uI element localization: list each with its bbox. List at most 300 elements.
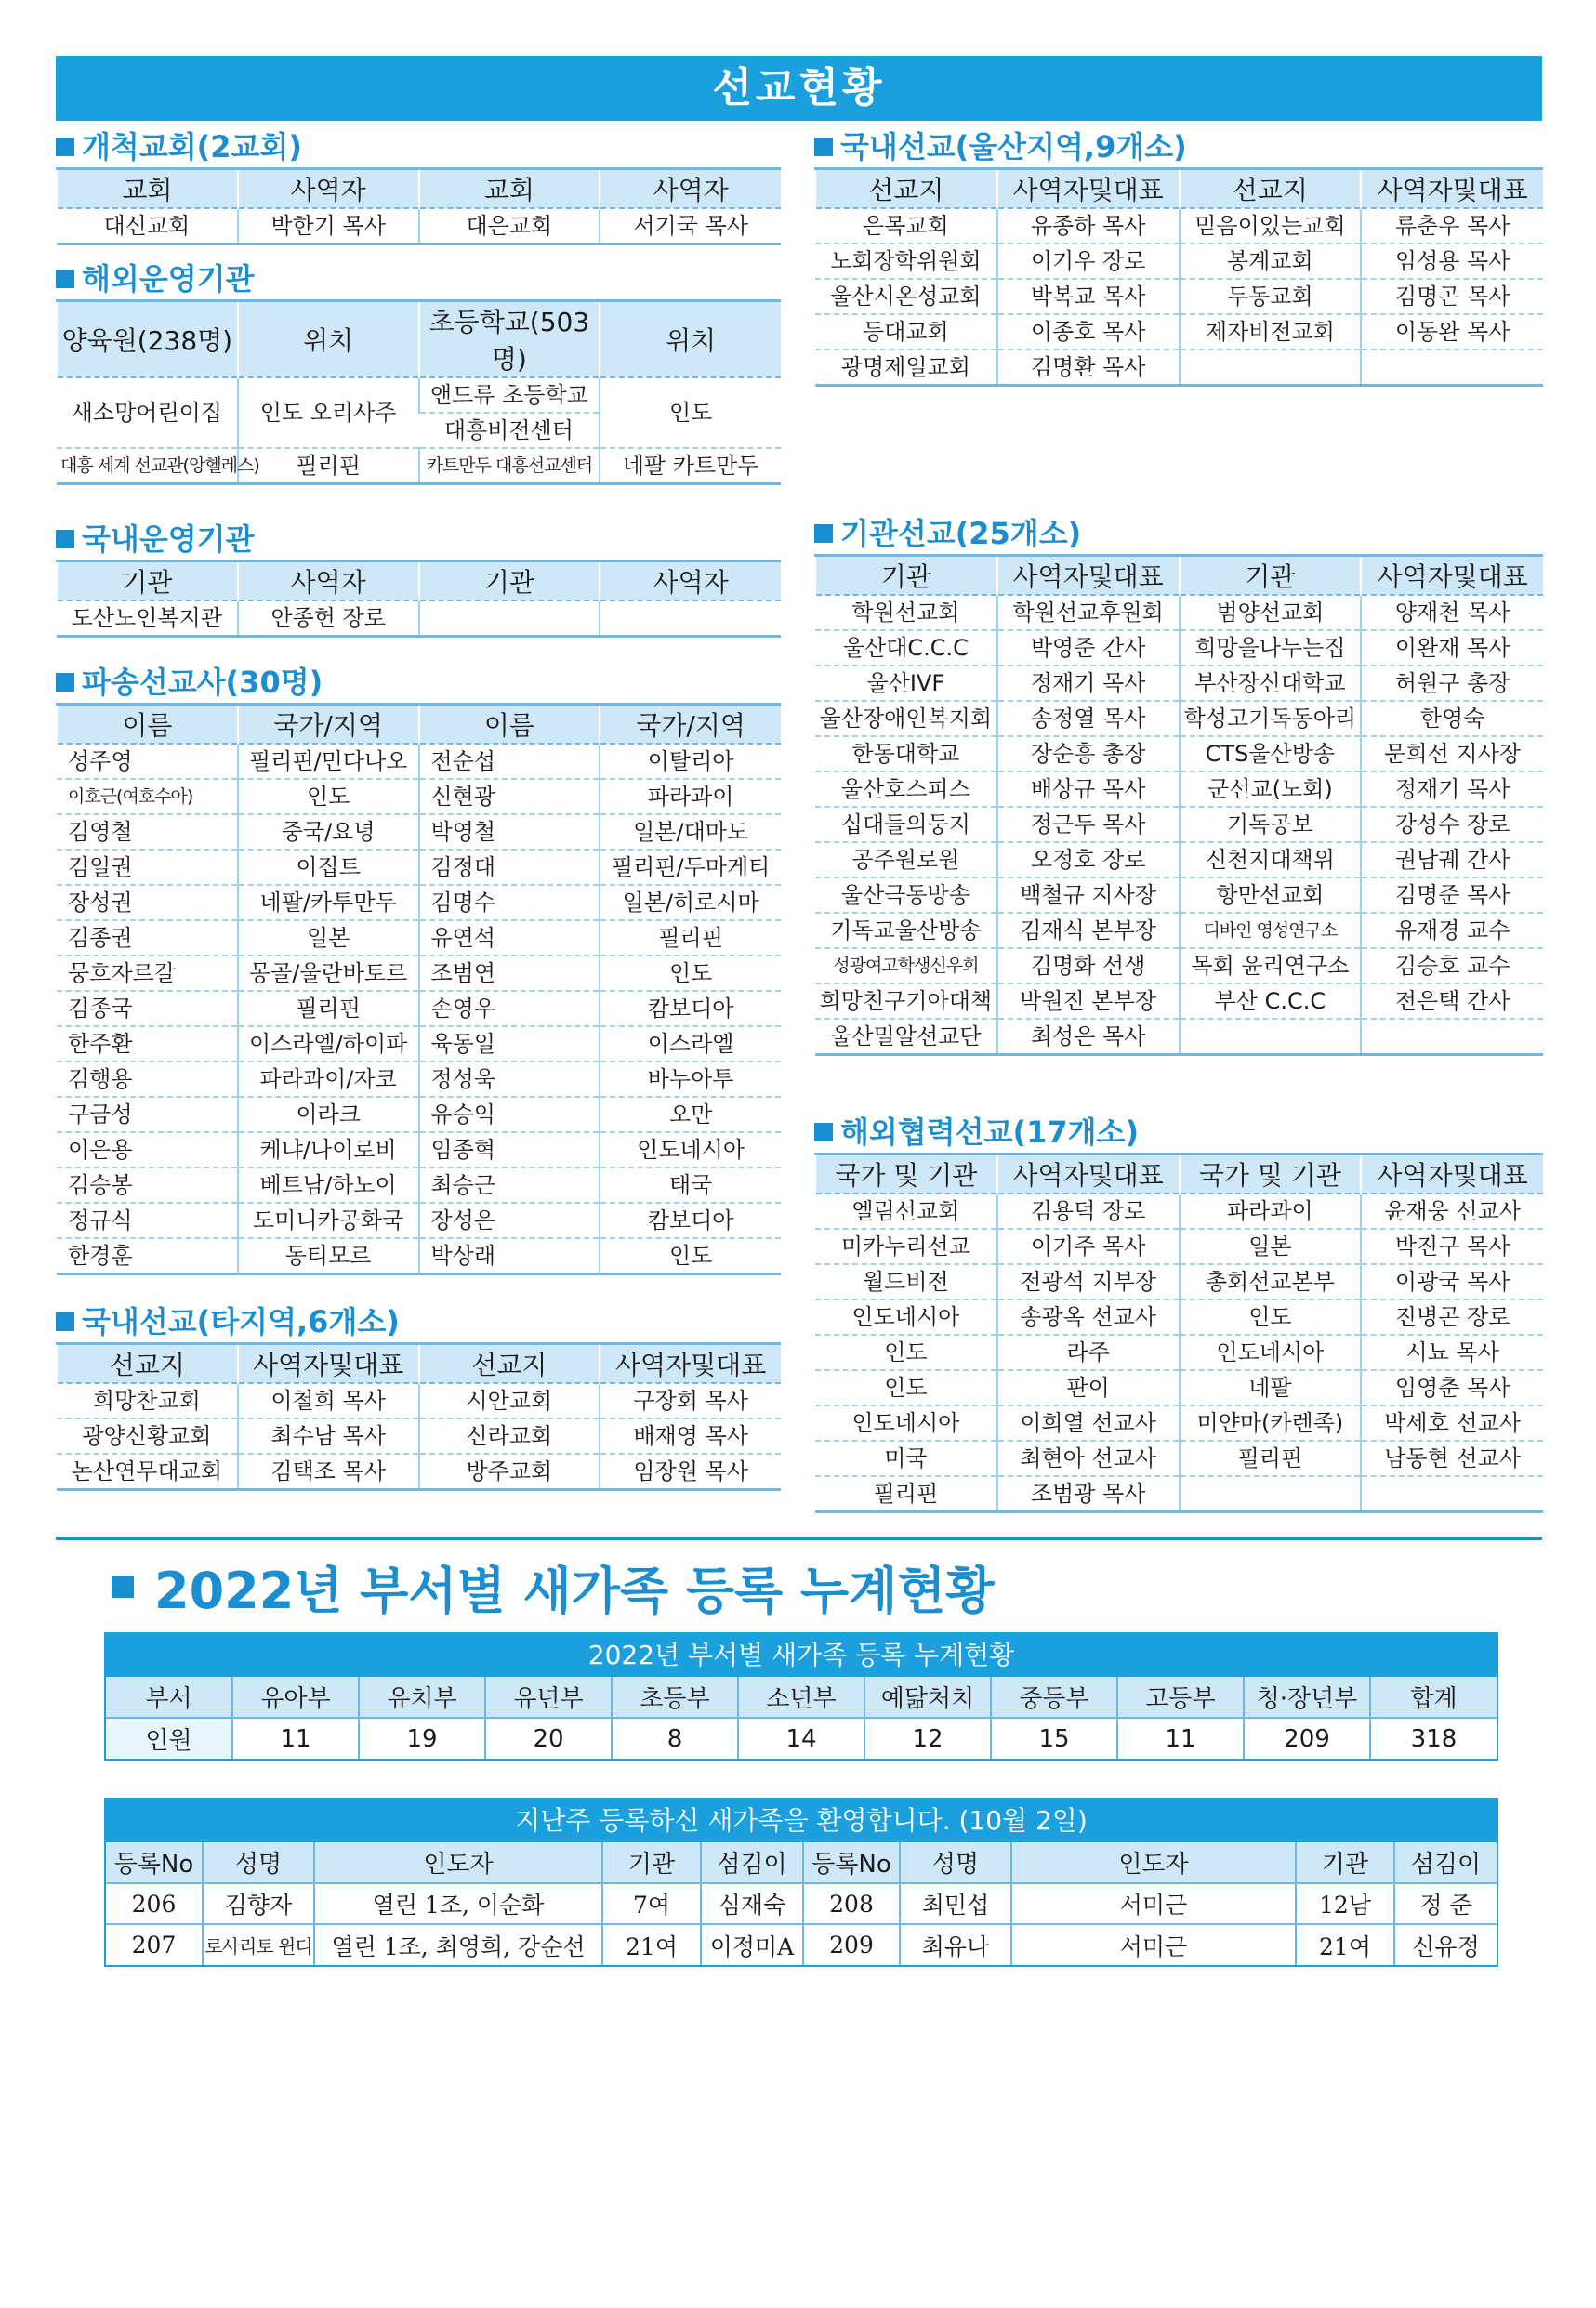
table-cell: 신라교회 [419, 1418, 600, 1454]
table-cell: 대흥비전센터 [419, 413, 600, 448]
table-row [57, 1026, 781, 1062]
table-cell: 임성용 목사 [1361, 244, 1543, 279]
col-header: 사역자 [600, 169, 781, 209]
table-row [57, 779, 781, 814]
table-cell: 김종국 [57, 991, 238, 1026]
table-cell: 조범연 [419, 956, 600, 991]
table-cell: 209 [803, 1924, 900, 1965]
table-cell: 필리핀 [815, 1476, 997, 1512]
table-cell: 필리핀 [238, 991, 419, 1026]
table-cell: 이기주 목사 [997, 1229, 1180, 1264]
table-cell: 범양선교회 [1180, 595, 1362, 630]
table-cell: 도산노인복지관 [57, 600, 238, 637]
table-cell: 이호근(여호수아) [57, 779, 238, 814]
table-cell: 전은택 간사 [1361, 983, 1543, 1019]
col-header: 고등부 [1117, 1677, 1244, 1718]
col-header: 중등부 [991, 1677, 1117, 1718]
table-cell: 김명화 선생 [997, 948, 1180, 983]
table-cell: 21여 [1296, 1924, 1394, 1965]
table-row [57, 1203, 781, 1238]
table-cell: 미얀마(카렌족) [1180, 1405, 1362, 1441]
table-cell: 일본 [238, 920, 419, 956]
table-cell: 장순흥 총장 [997, 736, 1180, 772]
square-bullet-icon [56, 1312, 74, 1331]
table-cell: 김명곤 목사 [1361, 279, 1543, 314]
table-cell: 박영준 간사 [997, 630, 1180, 666]
table-cell: 부산장신대학교 [1180, 666, 1362, 701]
table-cell: 최수남 목사 [238, 1418, 419, 1454]
table-cell: 허원구 총장 [1361, 666, 1543, 701]
section-title-domestic-other: 국내선교(타지역,6개소) [56, 1301, 781, 1342]
table-cell: 이동완 목사 [1361, 314, 1543, 349]
table-cell: 류춘우 목사 [1361, 208, 1543, 244]
col-header: 국가/지역 [600, 705, 781, 745]
table-header-row [106, 1677, 1497, 1718]
table-cell: 손영우 [419, 991, 600, 1026]
table-cell: 시안교회 [419, 1383, 600, 1418]
table-cell: 광명제일교회 [815, 349, 997, 386]
col-header: 초등학교(503명) [419, 301, 600, 378]
table-cell: 한동대학교 [815, 736, 997, 772]
table-cell: 오정호 장로 [997, 842, 1180, 877]
col-header: 기관 [57, 561, 238, 601]
table-cell: 대흥 세계 선교관(앙헬레스) [57, 448, 238, 484]
table-cell: 케냐/나이로비 [238, 1132, 419, 1167]
count-cell: 20 [485, 1718, 612, 1759]
col-header: 섬김이 [701, 1842, 803, 1883]
table-cell: 이정미A [701, 1924, 803, 1965]
table-cell: 이스라엘/하이파 [238, 1026, 419, 1062]
col-header: 선교지 [815, 169, 997, 209]
table-cell: 일본 [1180, 1229, 1362, 1264]
table-cell: 임장원 목사 [600, 1454, 781, 1490]
table-cell: 신천지대책위 [1180, 842, 1362, 877]
table-cell [1180, 1019, 1362, 1055]
table-cell: 희망을나누는집 [1180, 630, 1362, 666]
count-cell: 318 [1370, 1718, 1497, 1759]
table-cell: 유승익 [419, 1097, 600, 1132]
table-cell: 박복교 목사 [997, 279, 1180, 314]
table-header-row [815, 556, 1543, 596]
table-cell: 전광석 지부장 [997, 1264, 1180, 1299]
table-cell: 네팔 [1180, 1370, 1362, 1405]
newcomer-welcome-title: 지난주 등록하신 새가족을 환영합니다. (10월 2일) [106, 1800, 1497, 1842]
col-header: 성명 [203, 1842, 314, 1883]
table-cell: 박진구 목사 [1361, 1229, 1543, 1264]
count-cell: 19 [359, 1718, 485, 1759]
table-cell: 항만선교회 [1180, 877, 1362, 913]
col-header: 국가 및 기관 [1180, 1154, 1362, 1194]
table-cell: 라주 [997, 1335, 1180, 1370]
table-cell: 7여 [602, 1883, 701, 1924]
table-cell: 열린 1조, 이순화 [314, 1883, 602, 1924]
table-row [815, 314, 1543, 349]
table-row [815, 983, 1543, 1019]
square-bullet-icon [56, 530, 74, 548]
table-cell: 이집트 [238, 850, 419, 885]
col-header: 부서 [106, 1677, 232, 1718]
table-cell: 학성고기독동아리 [1180, 701, 1362, 736]
table-header-row [57, 301, 781, 378]
table-row [815, 1194, 1543, 1229]
table-cell [1180, 1476, 1362, 1512]
table-cell: 총회선교본부 [1180, 1264, 1362, 1299]
table-cell: 울산장애인복지회 [815, 701, 997, 736]
table-row [57, 956, 781, 991]
col-header: 사역자 [238, 169, 419, 209]
table-cell: 조범광 목사 [997, 1476, 1180, 1512]
col-header: 등록No [106, 1842, 203, 1883]
missionaries-table [56, 703, 781, 1275]
table-row [815, 948, 1543, 983]
count-cell: 8 [612, 1718, 738, 1759]
section-title-domestic-ulsan: 국내선교(울산지역,9개소) [814, 126, 1543, 167]
domestic-ulsan-table [814, 167, 1543, 387]
table-cell: 울산극동방송 [815, 877, 997, 913]
pioneer-table [56, 167, 781, 245]
table-cell: 부산 C.C.C [1180, 983, 1362, 1019]
right-column [814, 126, 1543, 1513]
table-cell: 울산밀알선교단 [815, 1019, 997, 1055]
table-header-row [106, 1842, 1497, 1883]
table-cell: 울산대C.C.C [815, 630, 997, 666]
table-cell: 일본/히로시마 [600, 885, 781, 920]
col-header: 사역자 [600, 561, 781, 601]
col-header: 기관 [815, 556, 997, 596]
table-cell: 신유정 [1394, 1924, 1497, 1965]
table-cell: 유연석 [419, 920, 600, 956]
table-row [815, 701, 1543, 736]
table-cell: 문희선 지사장 [1361, 736, 1543, 772]
table-cell: 방주교회 [419, 1454, 600, 1490]
page-title: 선교현황 [56, 56, 1542, 121]
table-cell: 학원선교회 [815, 595, 997, 630]
table-cell: 육동일 [419, 1026, 600, 1062]
table-cell: 판이 [997, 1370, 1180, 1405]
table-cell: 김명환 목사 [997, 349, 1180, 386]
table-row [815, 1229, 1543, 1264]
table-cell [1180, 349, 1362, 386]
table-cell: CTS울산방송 [1180, 736, 1362, 772]
table-cell: 네팔/카투만두 [238, 885, 419, 920]
table-cell: 등대교회 [815, 314, 997, 349]
table-header-row [815, 1154, 1543, 1194]
table-row [57, 1132, 781, 1167]
table-cell: 배재영 목사 [600, 1418, 781, 1454]
col-header: 사역자및대표 [997, 169, 1180, 209]
table-cell: 캄보디아 [600, 1203, 781, 1238]
table-cell: 장성권 [57, 885, 238, 920]
table-row [815, 1405, 1543, 1441]
table-cell: 강성수 장로 [1361, 807, 1543, 842]
table-cell: 이철희 목사 [238, 1383, 419, 1418]
table-row [57, 920, 781, 956]
table-cell: 파라과이/자코 [238, 1062, 419, 1097]
table-row [57, 600, 781, 637]
table-cell: 21여 [602, 1924, 701, 1965]
table-cell: 이탈리아 [600, 744, 781, 779]
table-cell: 오만 [600, 1097, 781, 1132]
table-cell: 봉계교회 [1180, 244, 1362, 279]
table-cell: 전순섭 [419, 744, 600, 779]
col-header: 유아부 [232, 1677, 359, 1718]
table-cell: 성주영 [57, 744, 238, 779]
table-cell: 송정열 목사 [997, 701, 1180, 736]
section-title-institutions: 기관선교(25개소) [814, 513, 1543, 554]
newcomer-summary-box [104, 1632, 1498, 1761]
table-cell: 정규식 [57, 1203, 238, 1238]
table-cell: 제자비전교회 [1180, 314, 1362, 349]
table-cell: 파라과이 [600, 779, 781, 814]
table-cell: 바누아투 [600, 1062, 781, 1097]
table-cell: 정 준 [1394, 1883, 1497, 1924]
table-row [57, 1418, 781, 1454]
count-cell: 12 [864, 1718, 991, 1759]
col-header: 유치부 [359, 1677, 485, 1718]
table-cell: 백철규 지사장 [997, 877, 1180, 913]
table-row [815, 1335, 1543, 1370]
table-row [815, 877, 1543, 913]
col-header: 이름 [57, 705, 238, 745]
table-cell: 정근두 목사 [997, 807, 1180, 842]
domestic-org-table [56, 560, 781, 638]
table-cell: 김재식 본부장 [997, 913, 1180, 948]
table-row [57, 991, 781, 1026]
table-cell: 박한기 목사 [238, 208, 419, 244]
table-cell: 인도네시아 [600, 1132, 781, 1167]
domestic-other-table [56, 1342, 781, 1491]
square-bullet-icon [112, 1576, 134, 1598]
col-header: 기관 [1180, 556, 1362, 596]
col-header: 사역자및대표 [1361, 556, 1543, 596]
table-row [815, 913, 1543, 948]
table-cell: 필리핀 [1180, 1441, 1362, 1476]
table-cell: 노회장학위원회 [815, 244, 997, 279]
table-cell: 김택조 목사 [238, 1454, 419, 1490]
table-cell: 인도 [815, 1370, 997, 1405]
table-cell: 이종호 목사 [997, 314, 1180, 349]
institutions-table [814, 554, 1543, 1056]
table-cell: 206 [106, 1883, 203, 1924]
section-title-missionaries: 파송선교사(30명) [56, 662, 781, 703]
table-cell: 윤재웅 선교사 [1361, 1194, 1543, 1229]
table-row [815, 666, 1543, 701]
newcomer-welcome-table [106, 1842, 1497, 1965]
table-cell: 김명준 목사 [1361, 877, 1543, 913]
table-cell: 캄보디아 [600, 991, 781, 1026]
square-bullet-icon [814, 138, 833, 156]
table-cell: 네팔 카트만두 [600, 448, 781, 484]
table-cell: 김영철 [57, 814, 238, 850]
table-cell: 도미니카공화국 [238, 1203, 419, 1238]
col-header: 예닮처치 [864, 1677, 991, 1718]
col-header: 사역자 [238, 561, 419, 601]
table-cell: 목회 윤리연구소 [1180, 948, 1362, 983]
col-header: 기관 [602, 1842, 701, 1883]
col-header: 기관 [419, 561, 600, 601]
table-row [815, 1370, 1543, 1405]
table-cell: 서기국 목사 [600, 208, 781, 244]
col-header: 등록No [803, 1842, 900, 1883]
table-cell: 월드비전 [815, 1264, 997, 1299]
table-cell: 대신교회 [57, 208, 238, 244]
table-cell: 최민섭 [900, 1883, 1011, 1924]
table-cell: 이라크 [238, 1097, 419, 1132]
table-cell: 한영숙 [1361, 701, 1543, 736]
table-cell: 일본/대마도 [600, 814, 781, 850]
square-bullet-icon [56, 138, 74, 156]
table-row [815, 1019, 1543, 1055]
table-cell: 태국 [600, 1167, 781, 1203]
table-cell: 십대들의둥지 [815, 807, 997, 842]
col-header: 이름 [419, 705, 600, 745]
table-row [57, 744, 781, 779]
table-cell: 두동교회 [1180, 279, 1362, 314]
table-cell: 208 [803, 1883, 900, 1924]
table-cell: 인도 [238, 779, 419, 814]
col-header: 선교지 [419, 1344, 600, 1384]
table-cell: 최현아 선교사 [997, 1441, 1180, 1476]
table-header-row [57, 169, 781, 209]
section-title-overseas-org: 해외운영기관 [56, 258, 781, 299]
divider [56, 1537, 1542, 1540]
table-cell: 구금성 [57, 1097, 238, 1132]
col-header: 사역자및대표 [1361, 1154, 1543, 1194]
table-cell: 기독교울산방송 [815, 913, 997, 948]
col-header: 사역자및대표 [1361, 169, 1543, 209]
table-row [57, 208, 781, 244]
table-row [815, 772, 1543, 807]
table-cell [419, 600, 600, 637]
table-row [815, 244, 1543, 279]
newcomer-welcome-box [104, 1798, 1498, 1967]
table-row [815, 1264, 1543, 1299]
table-cell: 진병곤 장로 [1361, 1299, 1543, 1335]
col-header: 위치 [238, 301, 419, 378]
table-cell: 정성욱 [419, 1062, 600, 1097]
table-cell: 인도네시아 [815, 1405, 997, 1441]
table-cell: 신현광 [419, 779, 600, 814]
col-header: 소년부 [738, 1677, 864, 1718]
col-header: 기관 [1296, 1842, 1394, 1883]
col-header: 인도자 [314, 1842, 602, 1883]
table-cell: 한주환 [57, 1026, 238, 1062]
table-cell: 김일권 [57, 850, 238, 885]
table-cell: 중국/요녕 [238, 814, 419, 850]
table-cell: 군선교(노회) [1180, 772, 1362, 807]
table-cell: 학원선교후원회 [997, 595, 1180, 630]
table-cell: 12남 [1296, 1883, 1394, 1924]
table-cell: 이은용 [57, 1132, 238, 1167]
table-cell: 공주원로원 [815, 842, 997, 877]
table-row [815, 1476, 1543, 1512]
table-row [815, 208, 1543, 244]
col-header: 사역자및대표 [997, 1154, 1180, 1194]
table-cell: 임영춘 목사 [1361, 1370, 1543, 1405]
section-title-domestic-org: 국내운영기관 [56, 519, 781, 560]
table-row [815, 630, 1543, 666]
table-cell: 광양신황교회 [57, 1418, 238, 1454]
square-bullet-icon [56, 270, 74, 288]
table-row [57, 885, 781, 920]
section-title-overseas-coop: 해외협력선교(17개소) [814, 1112, 1543, 1153]
table-cell: 이광국 목사 [1361, 1264, 1543, 1299]
table-row [57, 1383, 781, 1418]
col-header: 인도자 [1011, 1842, 1296, 1883]
table-cell: 카트만두 대흥선교센터 [419, 448, 600, 484]
table-cell: 남동현 선교사 [1361, 1441, 1543, 1476]
col-header: 교회 [57, 169, 238, 209]
table-cell: 구장회 목사 [600, 1383, 781, 1418]
table-cell: 베트남/하노이 [238, 1167, 419, 1203]
table-cell: 서미근 [1011, 1924, 1296, 1965]
table-cell: 인도 [600, 1238, 781, 1274]
table-cell: 시뇨 목사 [1361, 1335, 1543, 1370]
table-cell: 필리핀/민다나오 [238, 744, 419, 779]
table-row [106, 1718, 1497, 1759]
col-header: 교회 [419, 169, 600, 209]
table-cell: 울산IVF [815, 666, 997, 701]
table-row [106, 1924, 1497, 1965]
table-cell: 동티모르 [238, 1238, 419, 1274]
col-header: 선교지 [57, 1344, 238, 1384]
table-cell: 인도네시아 [1180, 1335, 1362, 1370]
table-cell: 열린 1조, 최영희, 강순선 [314, 1924, 602, 1965]
count-cell: 209 [1244, 1718, 1370, 1759]
table-cell: 논산연무대교회 [57, 1454, 238, 1490]
col-header: 국가 및 기관 [815, 1154, 997, 1194]
table-cell: 희망친구기아대책 [815, 983, 997, 1019]
table-cell: 유재경 교수 [1361, 913, 1543, 948]
table-cell [1361, 1019, 1543, 1055]
table-cell: 희망찬교회 [57, 1383, 238, 1418]
table-cell: 인도 [600, 956, 781, 991]
col-header: 사역자및대표 [238, 1344, 419, 1384]
table-cell: 이희열 선교사 [997, 1405, 1180, 1441]
col-header: 성명 [900, 1842, 1011, 1883]
table-row [815, 1441, 1543, 1476]
table-cell: 엘림선교회 [815, 1194, 997, 1229]
table-cell: 미카누리선교 [815, 1229, 997, 1264]
count-cell: 14 [738, 1718, 864, 1759]
table-cell: 믿음이있는교회 [1180, 208, 1362, 244]
table-cell: 안종헌 장로 [238, 600, 419, 637]
col-header: 청·장년부 [1244, 1677, 1370, 1718]
table-cell: 심재숙 [701, 1883, 803, 1924]
table-cell: 박세호 선교사 [1361, 1405, 1543, 1441]
table-row [815, 1299, 1543, 1335]
table-cell: 새소망어린이집 [57, 377, 238, 448]
count-cell: 11 [232, 1718, 359, 1759]
table-header-row [57, 705, 781, 745]
table-cell: 장성은 [419, 1203, 600, 1238]
table-cell: 로사리토 윈디 [203, 1924, 314, 1965]
table-cell: 서미근 [1011, 1883, 1296, 1924]
table-cell: 박영철 [419, 814, 600, 850]
table-cell: 김승봉 [57, 1167, 238, 1203]
table-row [57, 448, 781, 484]
count-cell: 15 [991, 1718, 1117, 1759]
table-cell: 최성은 목사 [997, 1019, 1180, 1055]
square-bullet-icon [56, 673, 74, 692]
table-cell: 207 [131, 1932, 177, 1959]
table-cell: 기독공보 [1180, 807, 1362, 842]
table-cell: 김종권 [57, 920, 238, 956]
table-header-row [57, 561, 781, 601]
newcomer-summary-table-title: 2022년 부서별 새가족 등록 누계현황 [106, 1634, 1497, 1677]
table-row [815, 595, 1543, 630]
table-cell: 필리핀/두마게티 [600, 850, 781, 885]
